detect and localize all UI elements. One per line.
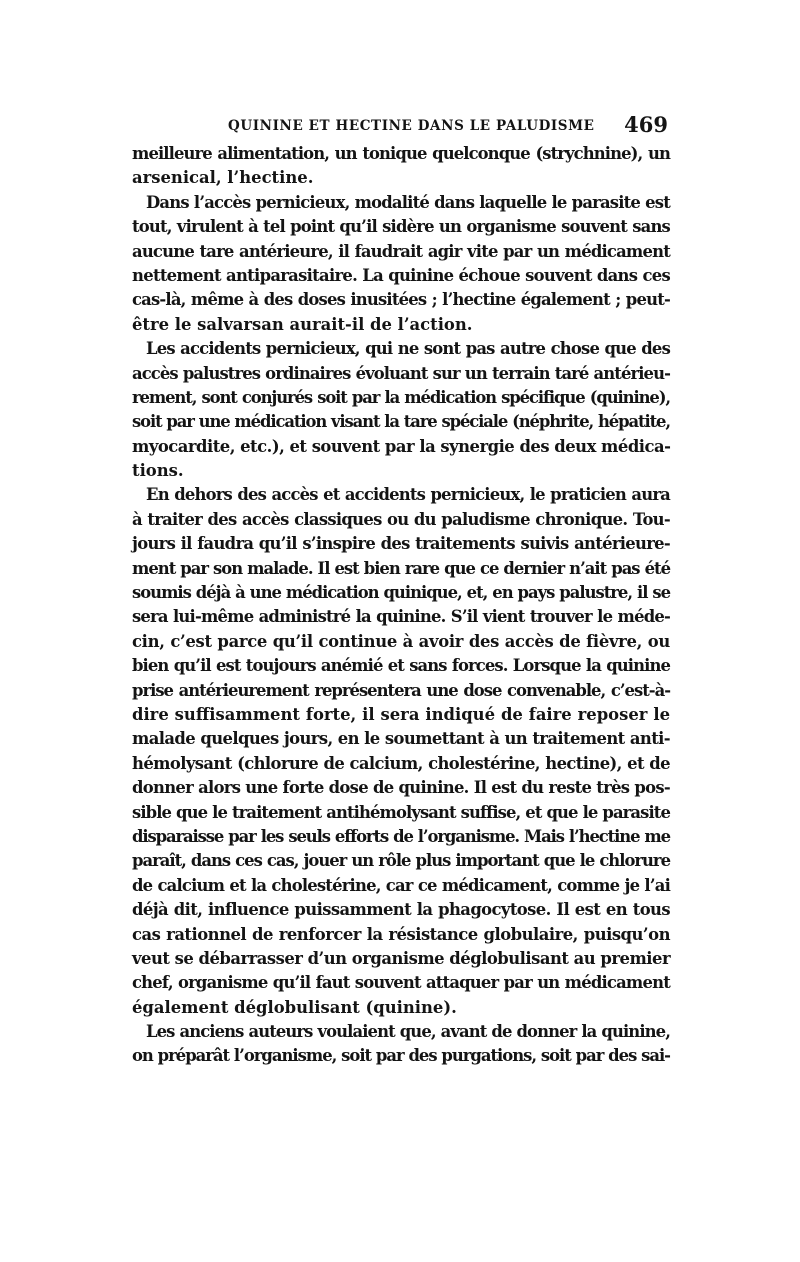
text-body — [132, 142, 670, 1069]
text-line: malade quelques jours, en le soumettant à un traitement anti- — [132, 729, 670, 749]
text-line: Dans l’accès pernicieux, modalité dans laquelle le parasite est — [146, 192, 670, 212]
running-head — [132, 112, 670, 142]
text-line: paraît, dans ces cas, jouer un rôle plus important que le chlorure — [132, 851, 670, 871]
text-line: chef, organisme qu’il faut souvent attaquer par un médicament — [132, 973, 670, 993]
text-line: sera lui-même administré la quinine. S’il vient trouver le méde- — [132, 607, 670, 627]
text-line: hémolysant (chlorure de calcium, cholestérine, hectine), et de — [132, 753, 670, 773]
text-line: veut se débarrasser d’un organisme déglobulisant au premier — [132, 948, 671, 968]
book-page — [132, 112, 670, 1069]
text-line: prise antérieurement représentera une dose convenable, c’est-à- — [132, 680, 670, 700]
text-line: de calcium et la cholestérine, car ce médicament, comme je l’ai — [132, 875, 670, 895]
text-line: donner alors une forte dose de quinine. Il est du reste très pos- — [132, 778, 670, 798]
text-line: être le salvarsan aurait-il de l’action. — [132, 314, 473, 334]
text-line: cas-là, même à des doses inusitées ; l’hectine également ; peut- — [132, 290, 670, 310]
text-line: Les accidents pernicieux, qui ne sont pas autre chose que des — [146, 339, 670, 359]
text-line: accès palustres ordinaires évoluant sur un terrain taré antérieu- — [132, 363, 670, 383]
text-line: bien qu’il est toujours anémié et sans forces. Lorsque la quinine — [132, 656, 670, 676]
text-line: arsenical, l’hectine. — [132, 168, 314, 188]
text-line: nettement antiparasitaire. La quinine échoue souvent dans ces — [132, 265, 670, 285]
text-line: cas rationnel de renforcer la résistance globulaire, puisqu’on — [132, 924, 670, 944]
text-line: meilleure alimentation, un tonique quelconque (strychnine), un — [132, 144, 670, 163]
text-line: soumis déjà à une médication quinique, et, en pays palustre, il se — [132, 583, 670, 603]
text-line: jours il faudra qu’il s’inspire des traitements suivis antérieure- — [132, 534, 670, 554]
text-line: déjà dit, influence puissamment la phagocytose. Il est en tous — [132, 900, 670, 920]
text-line: ment par son malade. Il est bien rare que ce dernier n’ait pas été — [132, 558, 670, 578]
text-line: Les anciens auteurs voulaient que, avant de donner la quinine, — [146, 1022, 670, 1042]
text-line: on préparât l’organisme, soit par des purgations, soit par des sai- — [132, 1046, 670, 1066]
text-line: sible que le traitement antihémolysant suffise, et que le parasite — [132, 802, 670, 822]
text-line: En dehors des accès et accidents pernicieux, le praticien aura — [146, 485, 670, 505]
text-line: aucune tare antérieure, il faudrait agir vite par un médicament — [132, 241, 670, 261]
text-line: soit par une médication visant la tare spéciale (néphrite, hépatite, — [132, 412, 670, 432]
text-line: myocardite, etc.), et souvent par la synergie des deux médica- — [132, 436, 671, 456]
text-line: cin, c’est parce qu’il continue à avoir des accès de fièvre, ou — [132, 631, 670, 651]
text-line: rement, sont conjurés soit par la médication spécifique (quinine), — [132, 387, 670, 407]
text-line: à traiter des accès classiques ou du paludisme chronique. Tou- — [132, 509, 670, 529]
text-line: tions. — [132, 461, 184, 481]
running-title: QUININE ET HECTINE DANS LE PALUDISME — [228, 118, 595, 134]
text-line: dire suffisamment forte, il sera indiqué de faire reposer le — [132, 704, 670, 724]
text-line: également déglobulisant (quinine). — [132, 997, 457, 1017]
text-line: disparaisse par les seuls efforts de l’organisme. Mais l’hectine me — [132, 826, 670, 846]
page-number: 469 — [624, 112, 668, 137]
text-line: tout, virulent à tel point qu’il sidère un organisme souvent sans — [132, 217, 670, 237]
